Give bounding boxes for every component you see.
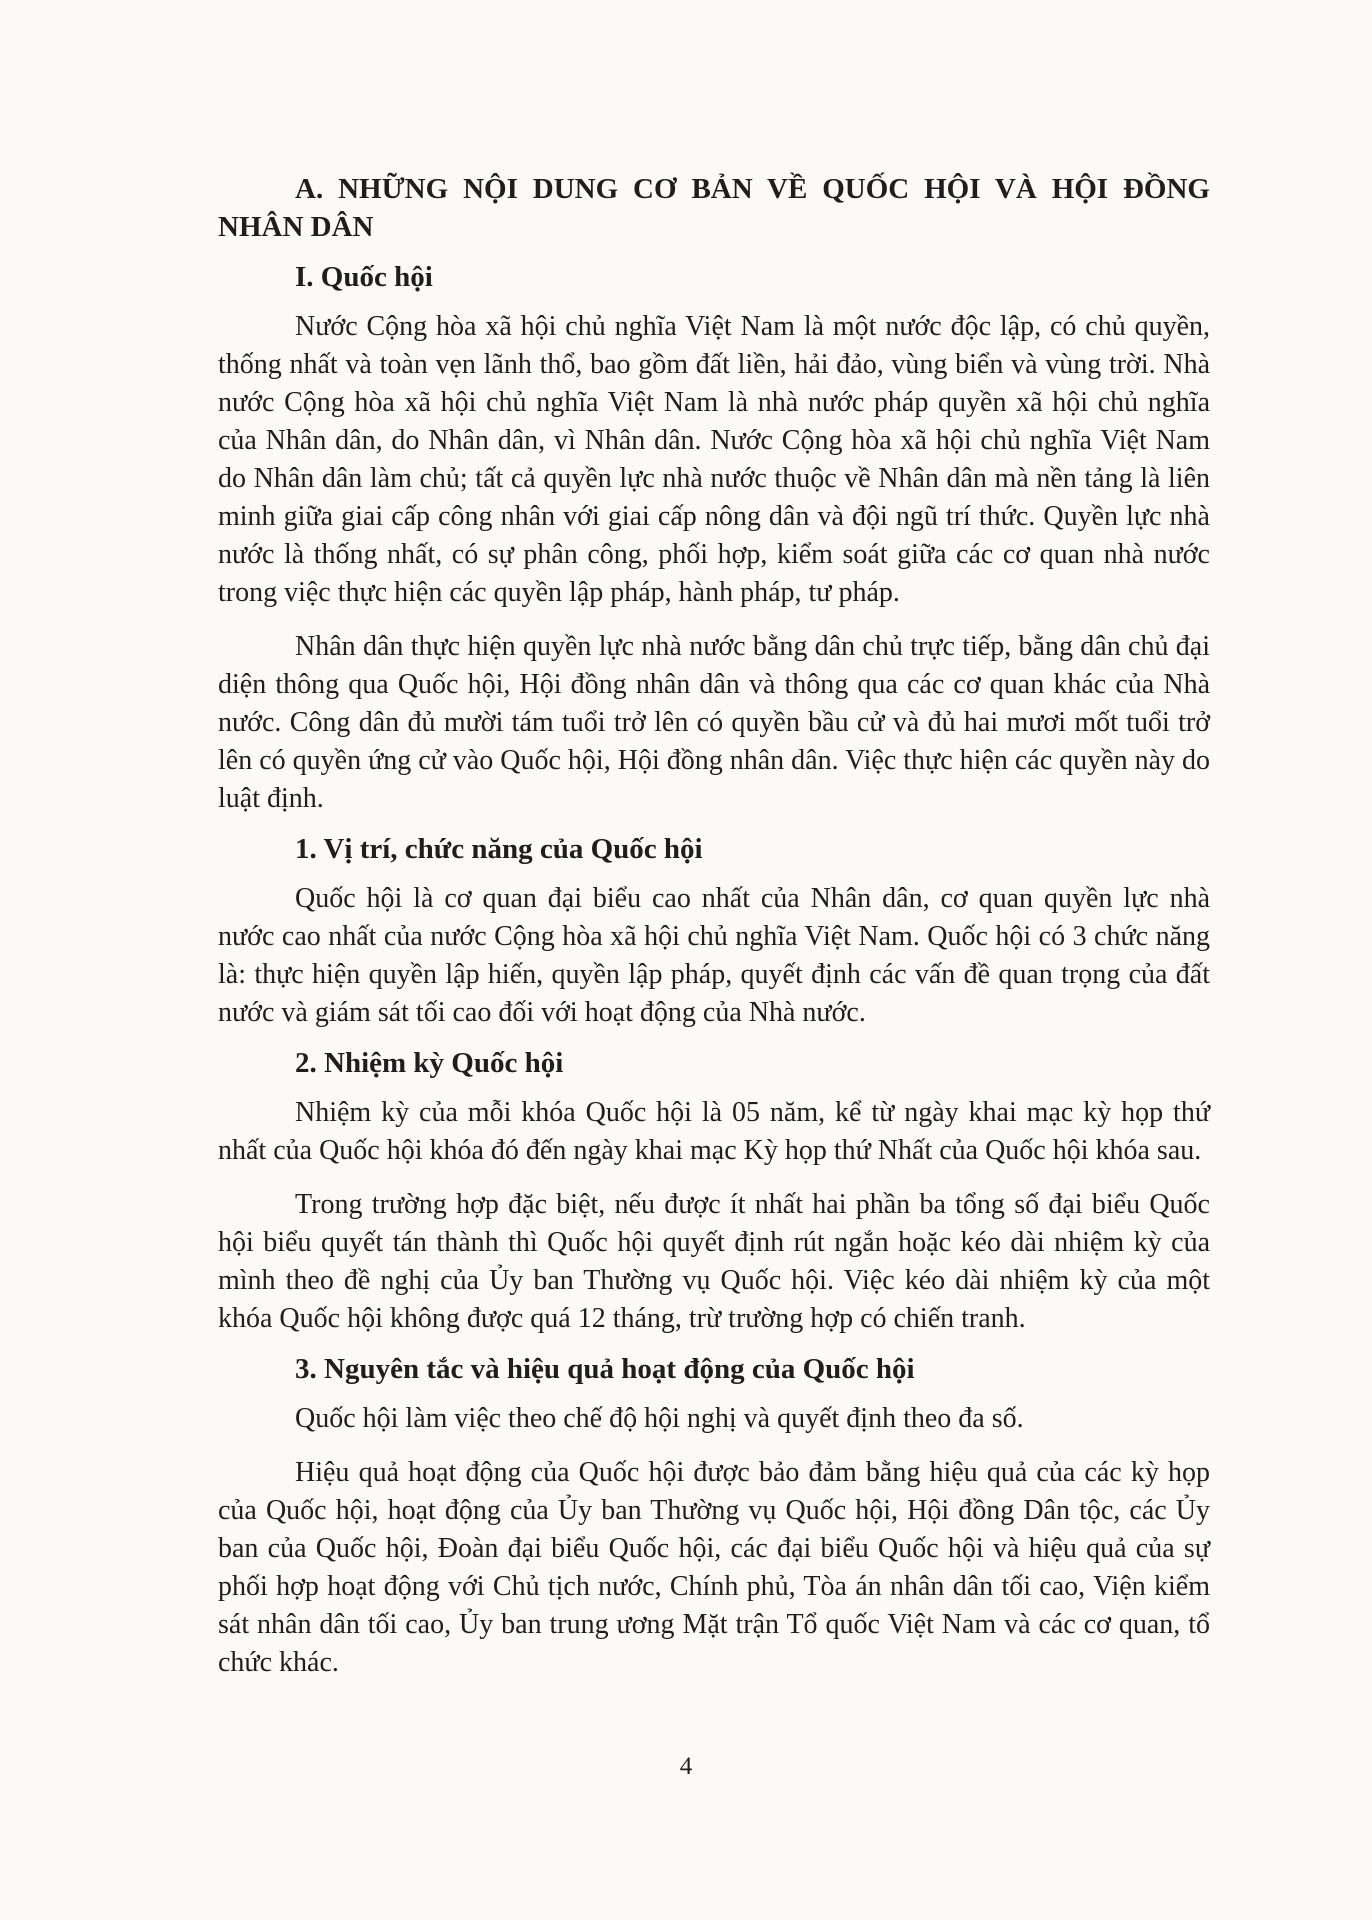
section-title: A. NHỮNG NỘI DUNG CƠ BẢN VỀ QUỐC HỘI VÀ HỘI ĐỒNG NHÂN DÂN [218, 173, 1210, 243]
section-heading-term: 2. Nhiệm kỳ Quốc hội [295, 1047, 564, 1079]
paragraph-people-power: Nhân dân thực hiện quyền lực nhà nước bằng dân chủ trực tiếp, bằng dân chủ đại diện thông qua Quốc hội, Hội đồng nhân dân và thông qua các cơ quan khác của Nhà nước. Công dân đủ mười tám tuổi trở lên có quyền bầu cử và đủ hai mươi mốt tuổi trở lên có quyền ứng cử vào Quốc hội, Hội đồng nhân dân. Việc thực hiện các quyền này do luật định. [218, 631, 1210, 814]
paragraph-principles: Quốc hội làm việc theo chế độ hội nghị và quyết định theo đa số. [295, 1403, 1024, 1434]
page-number: 4 [679, 1753, 693, 1780]
paragraph-term-extension: Trong trường hợp đặc biệt, nếu được ít nhất hai phần ba tổng số đại biểu Quốc hội biểu quyết tán thành thì Quốc hội quyết định rút ngắn hoặc kéo dài nhiệm kỳ của mình theo đề nghị của Ủy ban Thường vụ Quốc hội. Việc kéo dài nhiệm kỳ của một khóa Quốc hội không được quá 12 tháng, trừ trường hợp có chiến tranh. [218, 1189, 1210, 1334]
paragraph-effectiveness: Hiệu quả hoạt động của Quốc hội được bảo đảm bằng hiệu quả của các kỳ họp của Quốc hội, hoạt động của Ủy ban Thường vụ Quốc hội, Hội đồng Dân tộc, các Ủy ban của Quốc hội, Đoàn đại biểu Quốc hội, các đại biểu Quốc hội và hiệu quả của sự phối hợp hoạt động với Chủ tịch nước, Chính phủ, Tòa án nhân dân tối cao, Viện kiểm sát nhân dân tối cao, Ủy ban trung ương Mặt trận Tổ quốc Việt Nam và các cơ quan, tổ chức khác. [218, 1457, 1210, 1678]
section-heading-principles: 3. Nguyên tắc và hiệu quả hoạt động của Quốc hội [295, 1353, 915, 1385]
paragraph-term: Nhiệm kỳ của mỗi khóa Quốc hội là 05 năm, kể từ ngày khai mạc kỳ họp thứ nhất của Quốc hội khóa đó đến ngày khai mạc Kỳ họp thứ Nhất của Quốc hội khóa sau. [218, 1097, 1210, 1166]
paragraph-intro: Nước Cộng hòa xã hội chủ nghĩa Việt Nam là một nước độc lập, có chủ quyền, thống nhất và toàn vẹn lãnh thổ, bao gồm đất liền, hải đảo, vùng biển và vùng trời. Nhà nước Cộng hòa xã hội chủ nghĩa Việt Nam là nhà nước pháp quyền xã hội chủ nghĩa của Nhân dân, do Nhân dân, vì Nhân dân. Nước Cộng hòa xã hội chủ nghĩa Việt Nam do Nhân dân làm chủ; tất cả quyền lực nhà nước thuộc về Nhân dân mà nền tảng là liên minh giữa giai cấp công nhân với giai cấp nông dân và đội ngũ trí thức. Quyền lực nhà nước là thống nhất, có sự phân công, phối hợp, kiểm soát giữa các cơ quan nhà nước trong việc thực hiện các quyền lập pháp, hành pháp, tư pháp. [218, 311, 1210, 608]
section-heading-position: 1. Vị trí, chức năng của Quốc hội [295, 833, 703, 865]
paragraph-position: Quốc hội là cơ quan đại biểu cao nhất của Nhân dân, cơ quan quyền lực nhà nước cao nhất của nước Cộng hòa xã hội chủ nghĩa Việt Nam. Quốc hội có 3 chức năng là: thực hiện quyền lập hiến, quyền lập pháp, quyết định các vấn đề quan trọng của đất nước và giám sát tối cao đối với hoạt động của Nhà nước. [218, 883, 1210, 1028]
part-heading: I. Quốc hội [295, 261, 433, 293]
document-body [218, 170, 1210, 1698]
